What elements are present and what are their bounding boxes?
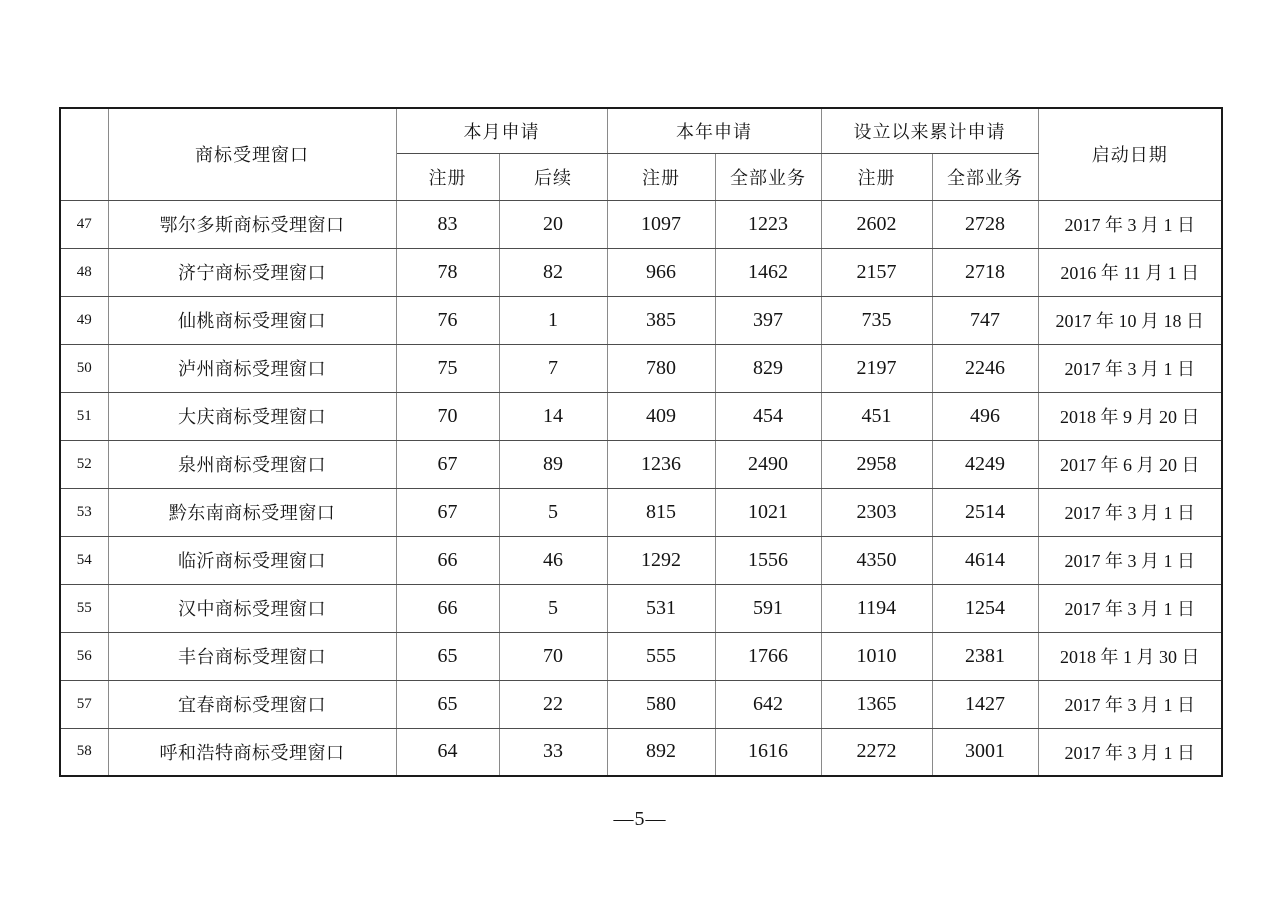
- total-all-value: 2728: [932, 200, 1038, 248]
- header-window-name: 商标受理窗口: [108, 108, 396, 200]
- table-row: [60, 632, 1222, 680]
- table-row: [60, 392, 1222, 440]
- year-register-value: 385: [607, 296, 715, 344]
- start-date: 2017 年 3 月 1 日: [1038, 728, 1222, 776]
- trademark-window-table: [59, 107, 1223, 777]
- total-all-value: 2381: [932, 632, 1038, 680]
- start-date: 2017 年 10 月 18 日: [1038, 296, 1222, 344]
- window-name: 泉州商标受理窗口: [108, 440, 396, 488]
- total-register-value: 2272: [821, 728, 932, 776]
- total-all-value: 4614: [932, 536, 1038, 584]
- table-row: [60, 536, 1222, 584]
- window-name: 宜春商标受理窗口: [108, 680, 396, 728]
- total-all-value: 4249: [932, 440, 1038, 488]
- window-name: 黔东南商标受理窗口: [108, 488, 396, 536]
- row-index: 52: [60, 440, 108, 488]
- start-date: 2016 年 11 月 1 日: [1038, 248, 1222, 296]
- row-index: 47: [60, 200, 108, 248]
- year-register-value: 409: [607, 392, 715, 440]
- window-name: 临沂商标受理窗口: [108, 536, 396, 584]
- table-header: [60, 108, 1222, 200]
- month-register-value: 67: [396, 488, 499, 536]
- total-all-value: 496: [932, 392, 1038, 440]
- window-name: 鄂尔多斯商标受理窗口: [108, 200, 396, 248]
- total-register-value: 735: [821, 296, 932, 344]
- total-register-value: 2958: [821, 440, 932, 488]
- row-index: 54: [60, 536, 108, 584]
- start-date: 2017 年 3 月 1 日: [1038, 536, 1222, 584]
- table-row: [60, 680, 1222, 728]
- month-followup-value: 82: [499, 248, 607, 296]
- year-register-value: 892: [607, 728, 715, 776]
- month-register-value: 78: [396, 248, 499, 296]
- month-followup-value: 1: [499, 296, 607, 344]
- year-all-value: 1556: [715, 536, 821, 584]
- year-all-value: 1462: [715, 248, 821, 296]
- table-row: [60, 200, 1222, 248]
- header-row-groups: [60, 108, 1222, 153]
- total-all-value: 747: [932, 296, 1038, 344]
- year-register-value: 815: [607, 488, 715, 536]
- month-register-value: 65: [396, 632, 499, 680]
- total-all-value: 3001: [932, 728, 1038, 776]
- month-followup-value: 7: [499, 344, 607, 392]
- row-index: 55: [60, 584, 108, 632]
- month-register-value: 67: [396, 440, 499, 488]
- total-register-value: 451: [821, 392, 932, 440]
- start-date: 2017 年 3 月 1 日: [1038, 344, 1222, 392]
- month-followup-value: 46: [499, 536, 607, 584]
- subheader-total-register: 注册: [821, 153, 932, 200]
- year-register-value: 531: [607, 584, 715, 632]
- start-date: 2017 年 3 月 1 日: [1038, 680, 1222, 728]
- year-register-value: 580: [607, 680, 715, 728]
- month-register-value: 83: [396, 200, 499, 248]
- page-number: —5—: [613, 808, 667, 830]
- month-followup-value: 20: [499, 200, 607, 248]
- total-all-value: 2246: [932, 344, 1038, 392]
- header-group-year: 本年申请: [607, 108, 821, 153]
- header-group-month: 本月申请: [396, 108, 607, 153]
- subheader-total-all: 全部业务: [932, 153, 1038, 200]
- row-index: 51: [60, 392, 108, 440]
- total-all-value: 1427: [932, 680, 1038, 728]
- subheader-month-followup: 后续: [499, 153, 607, 200]
- window-name: 汉中商标受理窗口: [108, 584, 396, 632]
- total-all-value: 1254: [932, 584, 1038, 632]
- header-index-cell: [60, 108, 108, 200]
- year-all-value: 397: [715, 296, 821, 344]
- start-date: 2018 年 9 月 20 日: [1038, 392, 1222, 440]
- total-register-value: 2157: [821, 248, 932, 296]
- subheader-month-register: 注册: [396, 153, 499, 200]
- month-followup-value: 70: [499, 632, 607, 680]
- total-register-value: 2197: [821, 344, 932, 392]
- total-register-value: 2602: [821, 200, 932, 248]
- year-register-value: 1097: [607, 200, 715, 248]
- year-all-value: 454: [715, 392, 821, 440]
- total-register-value: 2303: [821, 488, 932, 536]
- year-all-value: 1021: [715, 488, 821, 536]
- total-register-value: 1194: [821, 584, 932, 632]
- month-followup-value: 14: [499, 392, 607, 440]
- year-register-value: 555: [607, 632, 715, 680]
- month-register-value: 66: [396, 584, 499, 632]
- year-all-value: 1766: [715, 632, 821, 680]
- window-name: 泸州商标受理窗口: [108, 344, 396, 392]
- start-date: 2017 年 3 月 1 日: [1038, 200, 1222, 248]
- month-register-value: 70: [396, 392, 499, 440]
- window-name: 呼和浩特商标受理窗口: [108, 728, 396, 776]
- table-row: [60, 488, 1222, 536]
- year-register-value: 1236: [607, 440, 715, 488]
- year-register-value: 1292: [607, 536, 715, 584]
- window-name: 丰台商标受理窗口: [108, 632, 396, 680]
- month-followup-value: 89: [499, 440, 607, 488]
- row-index: 53: [60, 488, 108, 536]
- window-name: 济宁商标受理窗口: [108, 248, 396, 296]
- table-row: [60, 728, 1222, 776]
- total-register-value: 1365: [821, 680, 932, 728]
- month-register-value: 75: [396, 344, 499, 392]
- row-index: 57: [60, 680, 108, 728]
- total-register-value: 1010: [821, 632, 932, 680]
- start-date: 2017 年 3 月 1 日: [1038, 584, 1222, 632]
- total-register-value: 4350: [821, 536, 932, 584]
- year-all-value: 591: [715, 584, 821, 632]
- year-all-value: 642: [715, 680, 821, 728]
- year-all-value: 1616: [715, 728, 821, 776]
- month-register-value: 64: [396, 728, 499, 776]
- month-register-value: 66: [396, 536, 499, 584]
- year-all-value: 829: [715, 344, 821, 392]
- total-all-value: 2718: [932, 248, 1038, 296]
- table-row: [60, 296, 1222, 344]
- window-name: 仙桃商标受理窗口: [108, 296, 396, 344]
- header-group-cumulative: 设立以来累计申请: [821, 108, 1038, 153]
- year-all-value: 2490: [715, 440, 821, 488]
- month-followup-value: 5: [499, 488, 607, 536]
- row-index: 49: [60, 296, 108, 344]
- subheader-year-all: 全部业务: [715, 153, 821, 200]
- year-register-value: 966: [607, 248, 715, 296]
- table-row: [60, 440, 1222, 488]
- total-all-value: 2514: [932, 488, 1038, 536]
- table-row: [60, 584, 1222, 632]
- month-followup-value: 5: [499, 584, 607, 632]
- month-register-value: 65: [396, 680, 499, 728]
- table-row: [60, 344, 1222, 392]
- year-register-value: 780: [607, 344, 715, 392]
- year-all-value: 1223: [715, 200, 821, 248]
- table-body: [60, 200, 1222, 776]
- subheader-year-register: 注册: [607, 153, 715, 200]
- start-date: 2017 年 3 月 1 日: [1038, 488, 1222, 536]
- row-index: 56: [60, 632, 108, 680]
- row-index: 50: [60, 344, 108, 392]
- month-followup-value: 33: [499, 728, 607, 776]
- month-register-value: 76: [396, 296, 499, 344]
- row-index: 58: [60, 728, 108, 776]
- table-row: [60, 248, 1222, 296]
- start-date: 2017 年 6 月 20 日: [1038, 440, 1222, 488]
- row-index: 48: [60, 248, 108, 296]
- header-start-date: 启动日期: [1038, 108, 1222, 200]
- start-date: 2018 年 1 月 30 日: [1038, 632, 1222, 680]
- window-name: 大庆商标受理窗口: [108, 392, 396, 440]
- month-followup-value: 22: [499, 680, 607, 728]
